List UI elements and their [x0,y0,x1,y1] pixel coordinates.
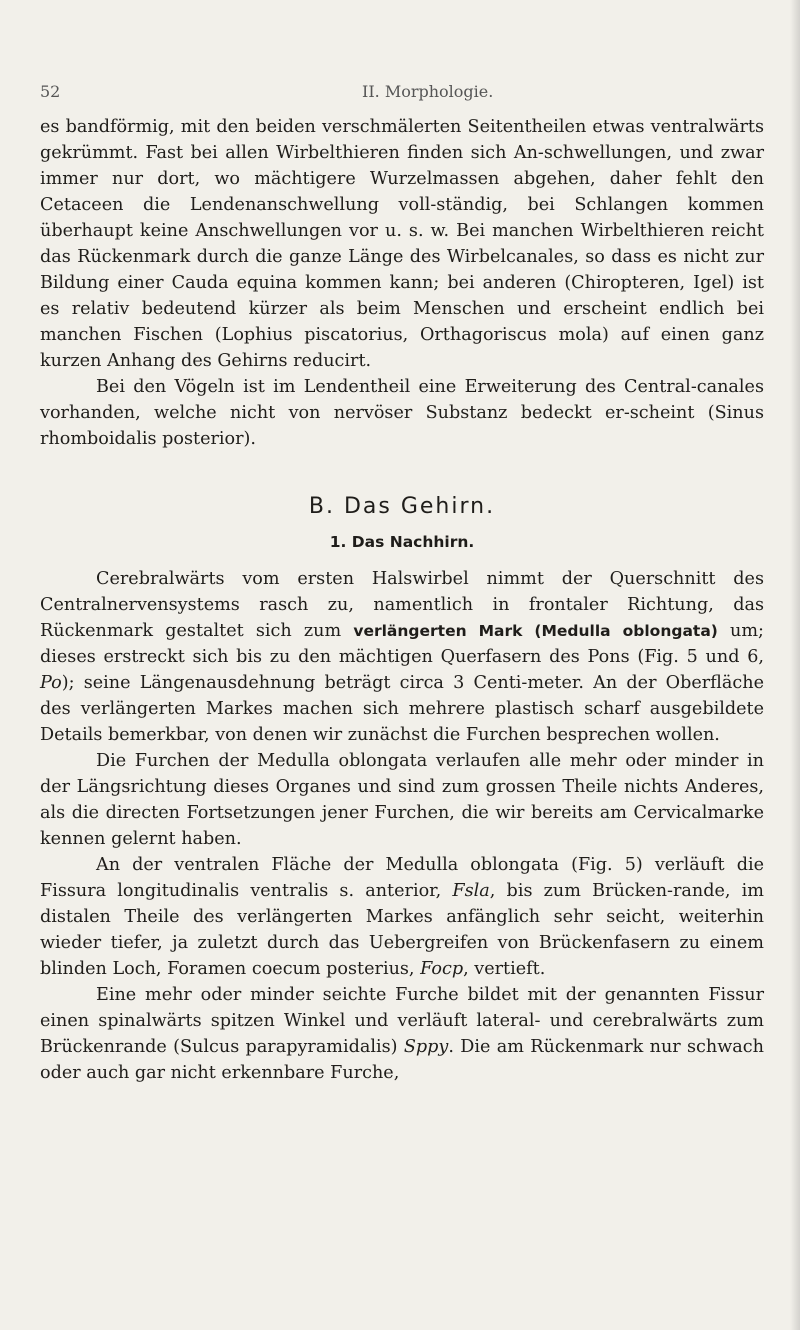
subsection-heading: 1. Das Nachhirn. [329,533,475,551]
text-run: Cerebralwärts vom ersten Halswirbel nimmt der Querschnitt des Centralnervensystems rasch zu, namentlich in frontaler Richtung, das Rückenmark gestaltet sich zum [40,569,764,641]
paragraph-medulla-intro [40,566,764,748]
figure-label-po: Po [40,673,62,693]
page-edge-shadow [790,0,800,1330]
text-run: . Die am Rückenmark nur schwach oder auch gar nicht erkennbare Furche, [40,1037,764,1083]
text-run: , bis zum Brücken-rande, im distalen Theile des verlängerten Markes anfänglich sehr seicht, weiterhin wieder tiefer, ja zuletzt durch das Uebergreifen von Brückenfasern zu einem blinden Loch, Foramen coecum posterius, [40,881,764,979]
figure-label-fsla: Fsla [452,881,490,901]
paragraph-furrows: Die Furchen der Medulla oblongata verlaufen alle mehr oder minder in der Längsrichtung dieses Organes und sind zum grossen Theile nichts Anderes, als die directen Fortsetzungen jener Furchen, die wir bereits am Cervicalmarke kennen gelernt haben. [40,751,764,849]
page-number: 52 [40,82,61,101]
text-run: , vertieft. [463,959,546,979]
running-title: II. Morphologie. [362,82,494,101]
paragraph-birds-sinus: Bei den Vögeln ist im Lendentheil eine Erweiterung des Central-canales vorhanden, welche nicht von nervöser Substanz bedeckt er-scheint (Sinus rhomboidalis posterior). [40,377,764,449]
bold-term-medulla: verlängerten Mark (Medulla oblongata) [353,622,718,640]
paragraph-spinal-cord-swellings: es bandförmig, mit den beiden verschmälerten Seitentheilen etwas ventralwärts gekrümmt. Fast bei allen Wirbelthieren finden sich An-schwellungen, und zwar immer nur dort, wo mächtigere Wurzelmassen abgehen, daher fehlt den Cetaceen die Lendenanschwellung voll-ständig, bei Schlangen kommen überhaupt keine Anschwellungen vor u. s. w. Bei manchen Wirbelthieren reicht das Rückenmark durch die ganze Länge des Wirbelcanales, so dass es nicht zur Bildung einer Cauda equina kommen kann; bei anderen (Chiropteren, Igel) ist es relativ bedeutend kürzer als beim Menschen und erscheint endlich bei manchen Fischen (Lophius piscatorius, Orthagoriscus mola) auf einen ganz kurzen Anhang des Gehirns reducirt. [40,117,764,371]
running-head [40,82,760,106]
text-run: Eine mehr oder minder seichte Furche bildet mit der genannten Fissur einen spinalwärts spitzen Winkel und verläuft lateral- und cerebralwärts zum Brückenrande (Sulcus parapyramidalis) [40,985,764,1057]
paragraph-sulcus [40,982,764,1086]
page-body [40,114,764,1086]
figure-label-sppy: Sppy [403,1037,449,1057]
figure-label-focp: Focp [420,959,464,979]
text-run: ); seine Längenausdehnung beträgt circa 3 Centi-meter. An der Oberfläche des verlängerten Markes machen sich mehrere plastisch scharf ausgebildete Details bemerkbar, von denen wir zunächst die Furchen besprechen wollen. [40,673,764,745]
text-run: um; dieses erstreckt sich bis zu den mächtigen Querfasern des Pons (Fig. 5 und 6, [40,621,764,667]
section-heading: B. Das Gehirn. [308,494,496,519]
paragraph-fissura [40,852,764,982]
text-run: An der ventralen Fläche der Medulla oblongata (Fig. 5) verläuft die Fissura longitudinalis ventralis s. anterior, [40,855,764,901]
